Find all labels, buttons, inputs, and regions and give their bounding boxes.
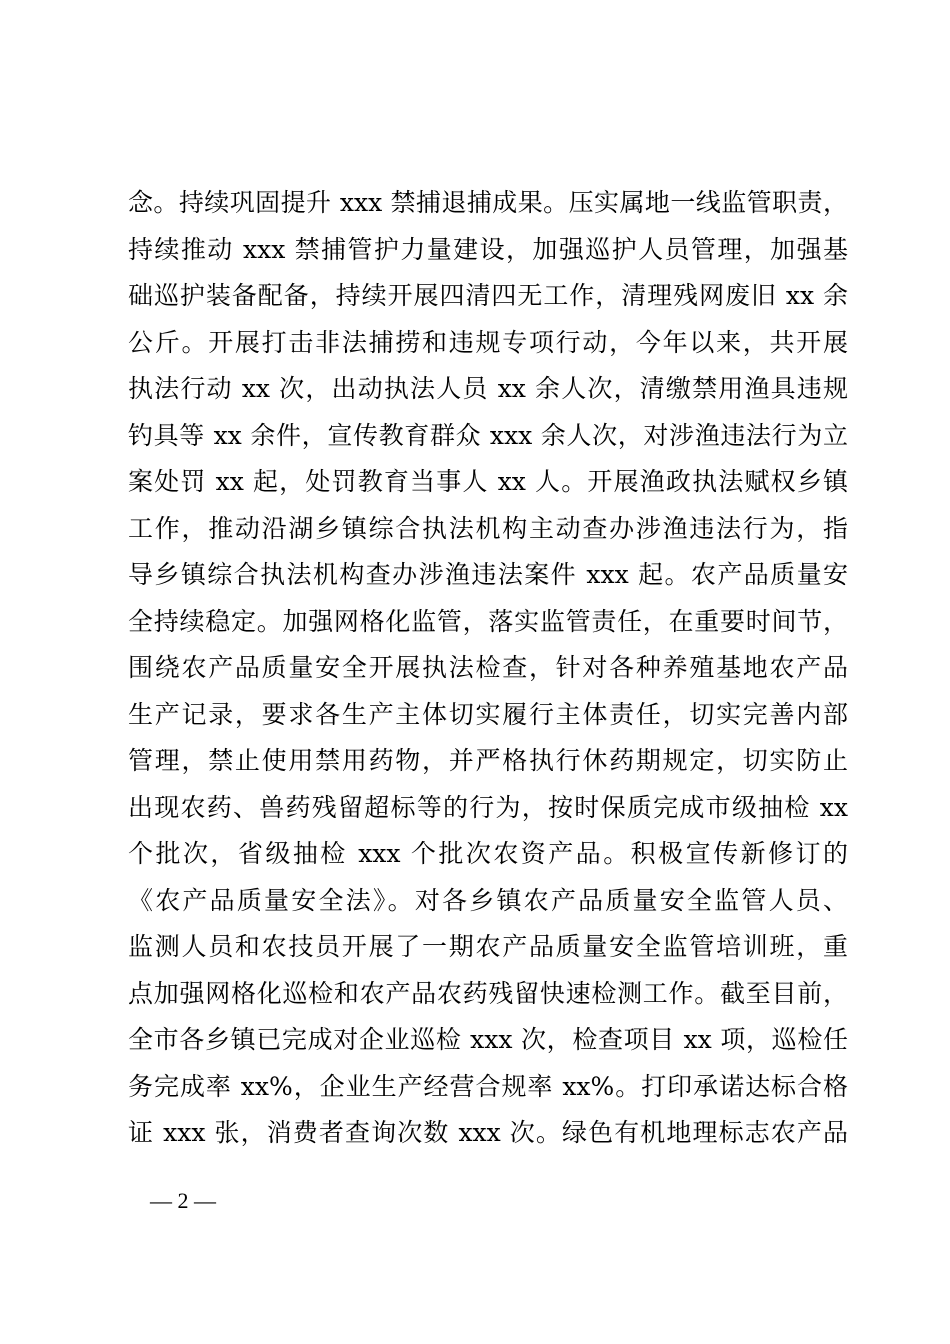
text-line: 务完成率 xx%，企业生产经营合规率 xx%。打印承诺达标合格	[128, 1071, 848, 1101]
text-line: 围绕农产品质量安全开展执法检查，针对各种养殖基地农产品	[128, 653, 848, 682]
text-line: 公斤。开展打击非法捕捞和违规专项行动，今年以来，共开展	[128, 327, 848, 357]
text-line: 监测人员和农技员开展了一期农产品质量安全监管培训班，重	[128, 932, 848, 961]
text-line: 念。持续巩固提升 xxx 禁捕退捕成果。压实属地一线监管职责，	[128, 188, 848, 217]
text-line: 执法行动 xx 次，出动执法人员 xx 余人次，清缴禁用渔具违规	[128, 374, 848, 403]
page-number: — 2 —	[150, 1188, 216, 1213]
text-line: 工作，推动沿湖乡镇综合执法机构主动查办涉渔违法行为，指	[128, 513, 848, 543]
text-line: 证 xxx 张，消费者查询次数 xxx 次。绿色有机地理标志农产品	[128, 1118, 848, 1147]
text-line: 全持续稳定。加强网格化监管，落实监管责任，在重要时间节，	[128, 606, 848, 636]
text-line: 个批次，省级抽检 xxx 个批次农资产品。积极宣传新修订的	[128, 839, 848, 868]
text-line: 点加强网格化巡检和农产品农药残留快速检测工作。截至目前，	[128, 978, 848, 1008]
text-line: 案处罚 xx 起，处罚教育当事人 xx 人。开展渔政执法赋权乡镇	[128, 467, 848, 496]
text-line: 导乡镇综合执法机构查办涉渔违法案件 xxx 起。农产品质量安	[128, 560, 848, 589]
text-line: 础巡护装备配备，持续开展四清四无工作，清理残网废旧 xx 余	[128, 281, 848, 310]
text-line: 管理，禁止使用禁用药物，并严格执行休药期规定，切实防止	[128, 746, 848, 775]
text-line: 出现农药、兽药残留超标等的行为，按时保质完成市级抽检 xx	[128, 792, 848, 822]
text-line: 钓具等 xx 余件，宣传教育群众 xxx 余人次，对涉渔违法行为立	[128, 420, 848, 450]
text-line: 持续推动 xxx 禁捕管护力量建设，加强巡护人员管理，加强基	[128, 234, 848, 264]
text-line: 全市各乡镇已完成对企业巡检 xxx 次，检查项目 xx 项，巡检任	[128, 1025, 848, 1054]
body-text	[128, 180, 848, 1157]
text-line: 《农产品质量安全法》。对各乡镇农产品质量安全监管人员、	[128, 885, 848, 915]
text-line: 生产记录，要求各生产主体切实履行主体责任，切实完善内部	[128, 699, 848, 729]
